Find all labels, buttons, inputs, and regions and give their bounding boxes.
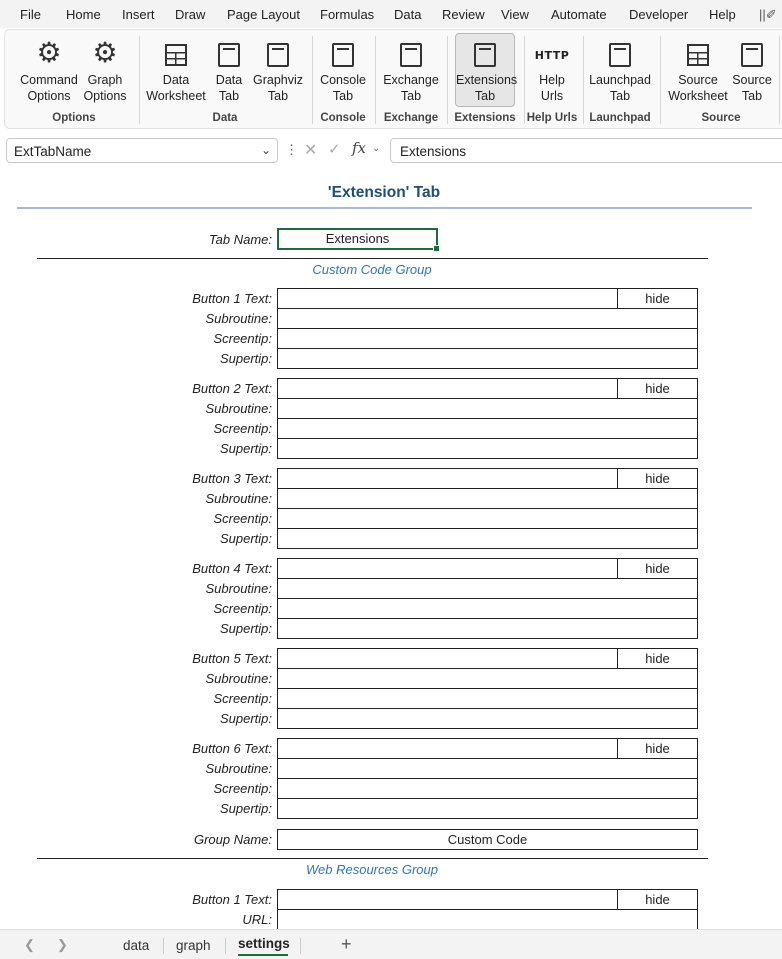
button-text-cell[interactable] (277, 468, 618, 489)
graphviz-tab-button[interactable] (251, 33, 305, 107)
button-text-cell[interactable] (277, 558, 618, 579)
button-text-cell[interactable] (277, 648, 618, 669)
subroutine-label: Subroutine: (205, 581, 272, 596)
group-label-options: Options (52, 112, 96, 124)
source-tab-label: Source Tab (732, 73, 772, 103)
screentip-cell[interactable] (277, 598, 698, 619)
command-options-button[interactable] (15, 33, 83, 107)
launchpad-tab-button[interactable] (587, 33, 653, 107)
screentip-label: Screentip: (213, 691, 272, 706)
gear-icon: ⚙ (92, 37, 118, 68)
screentip-cell[interactable] (277, 418, 698, 439)
web-button-label: Button 1 Text: (192, 892, 272, 907)
ribbon-separator (375, 36, 376, 124)
url-label: URL: (242, 912, 272, 927)
subroutine-cell[interactable] (277, 488, 698, 509)
table-icon (165, 44, 187, 66)
exchange-tab-button[interactable] (381, 33, 441, 107)
help-urls-label: Help Urls (539, 73, 565, 103)
menu-file[interactable]: File (20, 7, 41, 22)
menu-formulas[interactable]: Formulas (320, 7, 375, 22)
web-button-text-cell[interactable] (277, 889, 618, 910)
data-tab-label: Data Tab (215, 73, 243, 103)
button-text-label: Button 1 Text: (192, 291, 272, 306)
chevron-left-icon[interactable]: ❮ (24, 937, 35, 952)
group-label-help-urls: Help Urls (526, 112, 578, 124)
button-text-label: Button 5 Text: (192, 651, 272, 666)
web-group-title: Web Resources Group (306, 862, 438, 877)
menu-view[interactable]: View (501, 7, 529, 22)
group-label-console: Console (320, 112, 366, 124)
window-icon (400, 43, 422, 67)
group-name-cell[interactable]: Custom Code (277, 829, 698, 850)
subroutine-label: Subroutine: (205, 761, 272, 776)
supertip-label: Supertip: (219, 621, 272, 636)
tab-name-cell[interactable]: Extensions (277, 228, 438, 250)
button-text-cell[interactable] (277, 378, 618, 399)
hide-cell[interactable]: hide (617, 468, 698, 489)
tab-divider (163, 938, 164, 954)
table-icon (687, 44, 709, 66)
sheet-title: 'Extension' Tab (327, 184, 441, 201)
console-tab-label: Console Tab (320, 73, 366, 103)
hide-cell[interactable]: hide (617, 889, 698, 910)
exchange-tab-label: Exchange Tab (383, 73, 439, 103)
window-icon (332, 43, 354, 67)
hide-cell[interactable]: hide (617, 558, 698, 579)
formula-input[interactable] (390, 138, 782, 163)
group-label-source: Source (701, 112, 741, 124)
supertip-label: Supertip: (219, 351, 272, 366)
data-worksheet-button[interactable] (145, 33, 207, 107)
supertip-cell[interactable] (277, 798, 698, 819)
button-text-label: Button 4 Text: (192, 561, 272, 576)
enter-check-icon[interactable]: ✓ (328, 141, 341, 158)
sheet-tab-data[interactable]: data (123, 938, 150, 953)
extensions-tab-label: Extensions Tab (456, 73, 518, 103)
subroutine-label: Subroutine: (205, 671, 272, 686)
name-box-value: ExtTabName (14, 144, 92, 159)
subroutine-label: Subroutine: (205, 401, 272, 416)
subroutine-label: Subroutine: (205, 491, 272, 506)
gear-icon: ⚙ (36, 37, 62, 68)
source-worksheet-label: Source Worksheet (668, 73, 728, 103)
button-text-label: Button 2 Text: (192, 381, 272, 396)
chevron-right-icon[interactable]: ❯ (57, 937, 68, 952)
http-icon: HTTP (534, 49, 570, 62)
group-name-label: Group Name: (193, 832, 272, 847)
supertip-cell[interactable] (277, 618, 698, 639)
group-divider (37, 258, 708, 259)
supertip-cell[interactable] (277, 348, 698, 369)
button-text-label: Button 6 Text: (192, 741, 272, 756)
hide-cell[interactable]: hide (617, 378, 698, 399)
tab-divider (225, 938, 226, 954)
data-worksheet-label: Data Worksheet (146, 73, 206, 103)
window-icon (267, 43, 289, 67)
source-tab-button[interactable] (731, 33, 773, 107)
window-icon (474, 43, 496, 67)
help-urls-button[interactable] (529, 33, 575, 107)
hide-cell[interactable]: hide (617, 738, 698, 759)
subroutine-cell[interactable] (277, 758, 698, 779)
ribbon-separator (779, 36, 780, 124)
ribbon-separator (524, 36, 525, 124)
ribbon-separator (447, 36, 448, 124)
group-label-exchange: Exchange (383, 112, 439, 124)
data-tab-button[interactable] (209, 33, 249, 107)
supertip-label: Supertip: (219, 531, 272, 546)
source-worksheet-button[interactable] (665, 33, 731, 107)
ribbon (4, 29, 782, 129)
window-icon (609, 43, 631, 67)
screentip-label: Screentip: (213, 421, 272, 436)
supertip-cell[interactable] (277, 528, 698, 549)
chevron-down-icon[interactable]: ⌄ (372, 143, 381, 154)
menu-page-layout[interactable]: Page Layout (227, 7, 301, 22)
menu-insert[interactable]: Insert (122, 7, 155, 22)
url-cell[interactable] (277, 909, 698, 929)
sheet-tab-graph[interactable]: graph (176, 938, 211, 953)
ribbon-separator (660, 36, 661, 124)
name-box[interactable] (6, 138, 278, 163)
subroutine-cell[interactable] (277, 398, 698, 419)
group-divider (37, 858, 708, 859)
menu-automate[interactable]: Automate (551, 7, 607, 22)
screentip-cell[interactable] (277, 688, 698, 709)
button-text-label: Button 3 Text: (192, 471, 272, 486)
sheet-tab-settings[interactable]: settings (238, 936, 290, 951)
graph-options-button[interactable] (77, 33, 133, 107)
graph-options-label: Graph Options (83, 73, 127, 103)
cancel-icon[interactable]: ✕ (304, 142, 318, 159)
more-options-icon[interactable]: ⋮ (285, 142, 298, 157)
launchpad-tab-label: Launchpad Tab (589, 73, 651, 103)
console-tab-button[interactable] (317, 33, 369, 107)
group-label-data: Data (212, 112, 238, 124)
screentip-cell[interactable] (277, 508, 698, 529)
menu-data[interactable]: Data (394, 7, 422, 22)
tab-divider (300, 938, 301, 954)
hide-cell[interactable]: hide (617, 288, 698, 309)
subroutine-cell[interactable] (277, 668, 698, 689)
screentip-label: Screentip: (213, 331, 272, 346)
menu-draw[interactable]: Draw (175, 7, 206, 22)
tab-name-label: Tab Name: (208, 232, 272, 247)
ribbon-separator (139, 36, 140, 124)
ribbon-options-icon[interactable]: ||✐ (759, 7, 777, 22)
custom-group-title: Custom Code Group (312, 262, 432, 277)
insert-function-icon[interactable]: fx (352, 139, 367, 157)
menu-home[interactable]: Home (66, 7, 101, 22)
menu-help[interactable]: Help (709, 7, 736, 22)
command-options-label: Command Options (20, 73, 78, 103)
menu-developer[interactable]: Developer (629, 7, 689, 22)
worksheet[interactable] (0, 170, 782, 929)
menu-bar (0, 0, 782, 28)
formula-value: Extensions (400, 144, 467, 159)
add-sheet-icon[interactable]: + (341, 934, 352, 954)
chevron-down-icon[interactable]: ⌄ (260, 143, 271, 157)
screentip-cell[interactable] (277, 328, 698, 349)
screentip-label: Screentip: (213, 781, 272, 796)
graphviz-tab-label: Graphviz Tab (252, 73, 304, 103)
active-tab-indicator (238, 954, 288, 956)
extensions-tab-button[interactable] (455, 33, 518, 107)
screentip-label: Screentip: (213, 511, 272, 526)
supertip-cell[interactable] (277, 708, 698, 729)
window-icon (741, 43, 763, 67)
button-text-cell[interactable] (277, 738, 618, 759)
window-icon (218, 43, 240, 67)
group-label-extensions: Extensions (454, 112, 516, 124)
supertip-label: Supertip: (219, 801, 272, 816)
screentip-label: Screentip: (213, 601, 272, 616)
menu-review[interactable]: Review (442, 7, 485, 22)
subroutine-cell[interactable] (277, 578, 698, 599)
screentip-cell[interactable] (277, 778, 698, 799)
supertip-label: Supertip: (219, 711, 272, 726)
sheet-tab-bar (0, 929, 782, 959)
supertip-cell[interactable] (277, 438, 698, 459)
ribbon-separator (312, 36, 313, 124)
hide-cell[interactable]: hide (617, 648, 698, 669)
group-label-launchpad: Launchpad (589, 112, 651, 124)
ribbon-separator (583, 36, 584, 124)
supertip-label: Supertip: (219, 441, 272, 456)
subroutine-label: Subroutine: (205, 311, 272, 326)
button-text-cell[interactable] (277, 288, 618, 309)
title-underline (17, 207, 752, 209)
subroutine-cell[interactable] (277, 308, 698, 329)
